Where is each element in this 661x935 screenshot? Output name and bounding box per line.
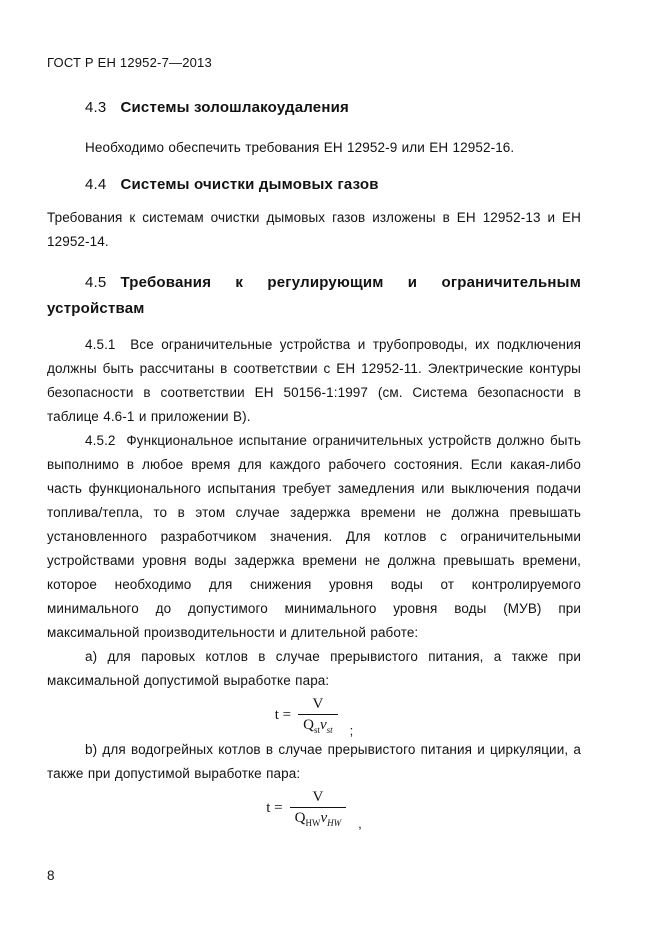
paragraph-4-3: Необходимо обеспечить требования ЕН 12952-9 или ЕН 12952-16.: [85, 140, 515, 155]
section-title: Системы очистки дымовых газов: [120, 176, 379, 193]
paragraph-4-5-1: 4.5.1 Все ограничительные устройства и трубопроводы, их подключения должны быть рассчитаны в соответствии с ЕН 12952-11. Электрические контуры безопасности в соответствии ЕН 50156-1:1997 (см. Система безопасности в таблице 4.6-1 и приложении В).: [47, 337, 581, 424]
section-title: Системы золошлакоудаления: [120, 99, 349, 116]
list-item-b: b) для водогрейных котлов в случае прерывистого питания и циркуляции, а также при допустимой выработке пара:: [47, 742, 581, 781]
section-heading-4-5: [47, 270, 581, 322]
section-number: 4.5: [85, 274, 107, 291]
section-heading-4-3: [47, 95, 581, 121]
formula-lhs: t =: [266, 800, 283, 816]
denominator-subscript: st: [313, 725, 320, 735]
fraction-denominator: [290, 807, 347, 828]
formula-punctuation: ,: [358, 816, 362, 831]
fraction: [298, 696, 338, 735]
section-number: 4.4: [85, 176, 107, 193]
paragraph-4-4: Требования к системам очистки дымовых газов изложены в ЕН 12952-13 и ЕН 12952-14.: [47, 210, 581, 249]
nu-symbol: ν: [320, 810, 328, 826]
fraction-numerator: V: [312, 696, 324, 712]
denominator-base: Q: [303, 717, 314, 733]
fraction: [290, 789, 347, 828]
formula-punctuation: ;: [349, 723, 354, 738]
section-heading-4-4: [47, 172, 581, 198]
section-title: Требования к регулирующим и ограничительным устройствам: [47, 274, 581, 317]
formula-b: [47, 789, 581, 831]
fraction-denominator: [298, 714, 338, 735]
formula-lhs: t =: [274, 707, 292, 723]
nu-subscript: HW: [327, 818, 342, 828]
denominator-subscript: HW: [305, 818, 321, 828]
formula-a: [47, 696, 581, 738]
running-header: ГОСТ Р ЕН 12952-7—2013: [47, 55, 212, 70]
list-item-a: а) для паровых котлов в случае прерывистого питания, а также при максимальной допустимой выработке пара:: [47, 649, 581, 688]
section-number: 4.3: [85, 99, 107, 116]
nu-subscript: st: [326, 725, 333, 735]
fraction-numerator: V: [312, 789, 324, 805]
paragraph-4-5-2: 4.5.2 Функциональное испытание ограничительных устройств должно быть выполнимо в любое время для каждого рабочего состояния. Если какая-либо часть функционального испытания требует замедления или выключения подачи топлива/тепла, то в этом случае задержка времени не должна превышать установленного разработчиком значения. Для котлов с ограничительными устройствами уровня воды задержка времени не должна превышать времени, которое необходимо для снижения уровня воды от контролируемого минимального до допустимого минимального уровня воды (МУВ) при максимальной производительности и длительной работе:: [47, 433, 581, 640]
nu-symbol: ν: [319, 717, 327, 733]
denominator-base: Q: [294, 810, 306, 826]
page-number: 8: [47, 868, 55, 883]
